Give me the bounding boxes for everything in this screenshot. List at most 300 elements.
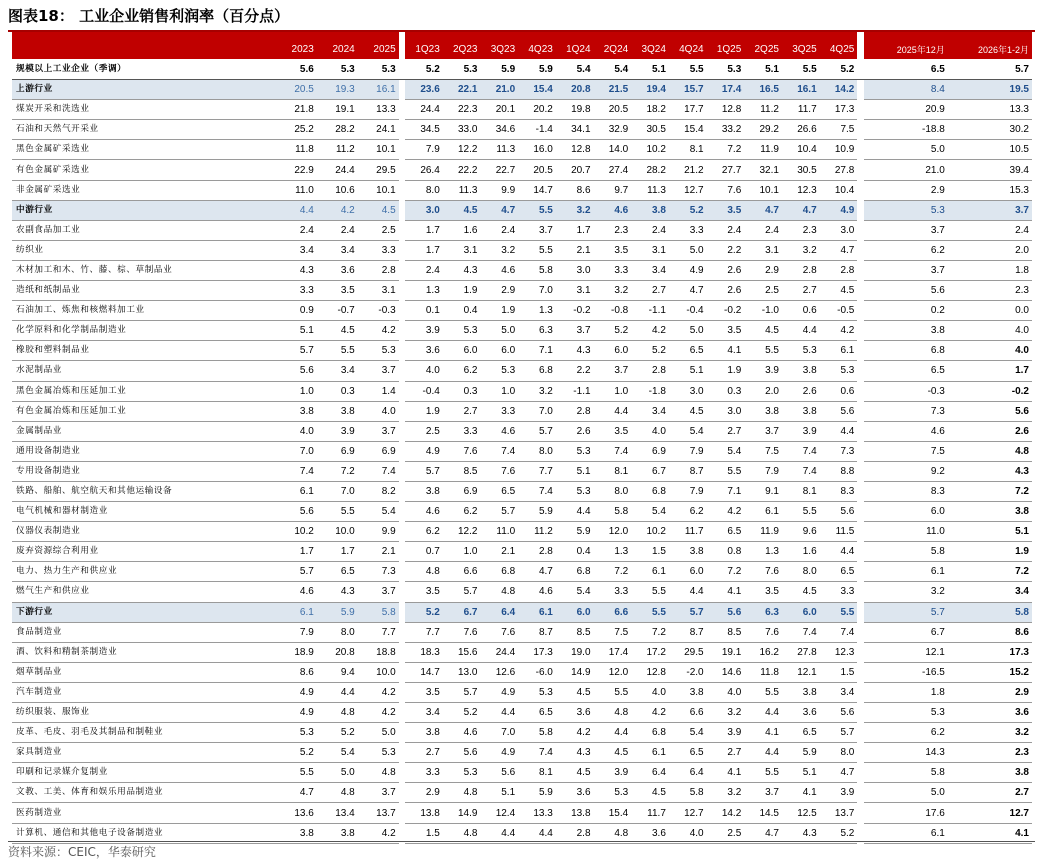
annual-value: 13.6 xyxy=(276,803,317,823)
table-row xyxy=(12,703,1032,723)
quarterly-value: 5.2 xyxy=(405,602,443,622)
monthly-value-janfeb: 1.7 xyxy=(948,361,1032,381)
quarterly-value: 9.1 xyxy=(744,481,782,501)
quarterly-value: 0.7 xyxy=(405,542,443,562)
quarterly-value: 4.1 xyxy=(707,341,745,361)
monthly-value-janfeb: 3.2 xyxy=(948,723,1032,743)
annual-value: 5.6 xyxy=(276,361,317,381)
annual-value: 24.4 xyxy=(317,160,358,180)
annual-value: 4.7 xyxy=(276,783,317,803)
quarterly-value: 5.5 xyxy=(518,200,556,220)
annual-value: 7.2 xyxy=(317,461,358,481)
table-row xyxy=(12,421,1032,441)
quarterly-value: 5.2 xyxy=(443,703,481,723)
row-label: 家具制造业 xyxy=(12,743,276,763)
annual-value: 2.8 xyxy=(358,260,399,280)
quarterly-value: 12.0 xyxy=(594,522,632,542)
quarterly-value: 6.5 xyxy=(518,703,556,723)
quarterly-value: 2.9 xyxy=(744,260,782,280)
quarterly-value: 5.3 xyxy=(518,682,556,702)
quarterly-value: 3.1 xyxy=(631,240,669,260)
quarterly-value: 27.7 xyxy=(707,160,745,180)
quarterly-value: 6.9 xyxy=(443,481,481,501)
table-row xyxy=(12,401,1032,421)
quarterly-value: 5.2 xyxy=(405,60,443,80)
header-quarter: 3Q23 xyxy=(480,32,518,60)
quarterly-value: 5.9 xyxy=(556,522,594,542)
quarterly-value: 3.4 xyxy=(820,682,858,702)
quarterly-value: 20.2 xyxy=(518,100,556,120)
annual-value: 18.8 xyxy=(358,642,399,662)
quarterly-value: 4.8 xyxy=(443,823,481,843)
annual-value: 11.2 xyxy=(317,140,358,160)
monthly-value-dec: 3.7 xyxy=(864,220,948,240)
quarterly-value: 30.5 xyxy=(631,120,669,140)
quarterly-value: 2.8 xyxy=(556,823,594,843)
annual-value: 3.8 xyxy=(317,823,358,843)
quarterly-value: 14.7 xyxy=(405,662,443,682)
row-label: 黑色金属矿采选业 xyxy=(12,140,276,160)
quarterly-value: 7.4 xyxy=(782,622,820,642)
quarterly-value: 12.4 xyxy=(480,803,518,823)
annual-value: 4.8 xyxy=(317,783,358,803)
figure-title: 图表18： 工业企业销售利润率（百分点） xyxy=(8,7,290,25)
quarterly-value: 3.5 xyxy=(405,582,443,602)
quarterly-value: 8.0 xyxy=(594,481,632,501)
quarterly-value: 5.7 xyxy=(405,461,443,481)
quarterly-value: 3.3 xyxy=(594,260,632,280)
quarterly-value: 12.8 xyxy=(556,140,594,160)
quarterly-value: 2.6 xyxy=(782,381,820,401)
quarterly-value: 3.9 xyxy=(594,763,632,783)
table-row xyxy=(12,622,1032,642)
annual-value: 5.7 xyxy=(276,341,317,361)
quarterly-value: 5.3 xyxy=(443,60,481,80)
quarterly-value: 5.8 xyxy=(518,723,556,743)
annual-value: 2.5 xyxy=(358,220,399,240)
annual-value: 16.1 xyxy=(358,80,399,100)
annual-value: 4.8 xyxy=(358,763,399,783)
annual-value: 3.8 xyxy=(276,823,317,843)
quarterly-value: 3.8 xyxy=(782,682,820,702)
quarterly-value: 4.2 xyxy=(631,321,669,341)
annual-value: 4.2 xyxy=(358,682,399,702)
quarterly-value: 3.1 xyxy=(556,281,594,301)
monthly-value-janfeb: 4.0 xyxy=(948,321,1032,341)
quarterly-value: 1.3 xyxy=(518,301,556,321)
quarterly-value: 8.5 xyxy=(556,622,594,642)
header-quarter: 2Q24 xyxy=(594,32,632,60)
quarterly-value: 5.6 xyxy=(820,401,858,421)
header-row xyxy=(12,32,1032,60)
row-label: 非金属矿采选业 xyxy=(12,180,276,200)
quarterly-value: 14.9 xyxy=(556,662,594,682)
table-row xyxy=(12,522,1032,542)
quarterly-value: 15.4 xyxy=(669,120,707,140)
quarterly-value: 11.7 xyxy=(782,100,820,120)
annual-value: 19.3 xyxy=(317,80,358,100)
quarterly-value: 12.0 xyxy=(594,662,632,682)
annual-value: 5.6 xyxy=(276,60,317,80)
monthly-value-janfeb: 2.9 xyxy=(948,682,1032,702)
table-row xyxy=(12,120,1032,140)
quarterly-value: 5.2 xyxy=(820,823,858,843)
row-label: 文教、工美、体育和娱乐用品制造业 xyxy=(12,783,276,803)
quarterly-value: 0.4 xyxy=(556,542,594,562)
quarterly-value: 5.8 xyxy=(518,260,556,280)
quarterly-value: 1.0 xyxy=(480,381,518,401)
quarterly-value: 3.3 xyxy=(443,421,481,441)
quarterly-value: 3.7 xyxy=(744,421,782,441)
annual-value: -0.7 xyxy=(317,301,358,321)
quarterly-value: 7.4 xyxy=(782,461,820,481)
quarterly-value: 4.5 xyxy=(744,321,782,341)
quarterly-value: -1.4 xyxy=(518,120,556,140)
quarterly-value: 3.7 xyxy=(594,361,632,381)
annual-value: 3.7 xyxy=(358,783,399,803)
annual-value: 11.8 xyxy=(276,140,317,160)
quarterly-value: 5.5 xyxy=(820,602,858,622)
annual-value: 4.3 xyxy=(276,260,317,280)
quarterly-value: 2.4 xyxy=(744,220,782,240)
row-label: 印刷和记录媒介复制业 xyxy=(12,763,276,783)
quarterly-value: 17.4 xyxy=(594,642,632,662)
annual-value: 4.6 xyxy=(276,582,317,602)
quarterly-value: 2.7 xyxy=(782,281,820,301)
table-row xyxy=(12,723,1032,743)
annual-value: 22.9 xyxy=(276,160,317,180)
header-label-cell xyxy=(12,32,276,60)
quarterly-value: 5.4 xyxy=(707,441,745,461)
monthly-value-dec: 8.4 xyxy=(864,80,948,100)
monthly-value-dec: 2.9 xyxy=(864,180,948,200)
quarterly-value: 4.6 xyxy=(405,502,443,522)
quarterly-value: 5.5 xyxy=(744,341,782,361)
quarterly-value: 3.7 xyxy=(518,220,556,240)
annual-value: 6.9 xyxy=(358,441,399,461)
quarterly-value: 23.6 xyxy=(405,80,443,100)
annual-value: 10.6 xyxy=(317,180,358,200)
quarterly-value: -1.1 xyxy=(556,381,594,401)
quarterly-value: 3.8 xyxy=(782,361,820,381)
monthly-value-janfeb: 13.3 xyxy=(948,100,1032,120)
annual-value: 7.3 xyxy=(358,562,399,582)
quarterly-value: 5.7 xyxy=(518,421,556,441)
annual-value: 6.1 xyxy=(276,481,317,501)
quarterly-value: 5.3 xyxy=(820,361,858,381)
header-annual-2025: 2025 xyxy=(358,32,399,60)
quarterly-value: 3.0 xyxy=(669,381,707,401)
quarterly-value: 2.6 xyxy=(707,260,745,280)
header-quarter: 2Q25 xyxy=(744,32,782,60)
quarterly-value: 1.6 xyxy=(443,220,481,240)
annual-value: 3.9 xyxy=(317,421,358,441)
quarterly-value: 14.2 xyxy=(707,803,745,823)
annual-value: 2.4 xyxy=(317,220,358,240)
quarterly-value: 8.0 xyxy=(518,441,556,461)
row-label: 煤炭开采和洗选业 xyxy=(12,100,276,120)
row-label: 电力、热力生产和供应业 xyxy=(12,562,276,582)
quarterly-value: 10.9 xyxy=(820,140,858,160)
annual-value: 4.9 xyxy=(276,703,317,723)
quarterly-value: 5.9 xyxy=(782,743,820,763)
quarterly-value: 2.8 xyxy=(556,401,594,421)
quarterly-value: 2.7 xyxy=(631,281,669,301)
quarterly-value: 4.5 xyxy=(669,401,707,421)
row-label: 仪器仪表制造业 xyxy=(12,522,276,542)
monthly-value-janfeb: 17.3 xyxy=(948,642,1032,662)
quarterly-value: -0.4 xyxy=(405,381,443,401)
quarterly-value: -0.5 xyxy=(820,301,858,321)
annual-value: 5.3 xyxy=(358,341,399,361)
row-label: 石油加工、炼焦和核燃料加工业 xyxy=(12,301,276,321)
quarterly-value: 7.9 xyxy=(669,441,707,461)
quarterly-value: 5.5 xyxy=(744,682,782,702)
quarterly-value: 3.5 xyxy=(707,200,745,220)
quarterly-value: -1.0 xyxy=(744,301,782,321)
quarterly-value: 9.7 xyxy=(594,180,632,200)
quarterly-value: 11.8 xyxy=(744,662,782,682)
quarterly-value: 22.7 xyxy=(480,160,518,180)
monthly-value-dec: 5.8 xyxy=(864,542,948,562)
table-row xyxy=(12,180,1032,200)
table-row xyxy=(12,381,1032,401)
monthly-value-janfeb: 3.4 xyxy=(948,582,1032,602)
quarterly-value: 32.9 xyxy=(594,120,632,140)
quarterly-value: 5.3 xyxy=(556,441,594,461)
annual-value: 2.1 xyxy=(358,542,399,562)
quarterly-value: 3.1 xyxy=(443,240,481,260)
quarterly-value: 18.2 xyxy=(631,100,669,120)
quarterly-value: 14.9 xyxy=(443,803,481,823)
quarterly-value: 2.3 xyxy=(782,220,820,240)
quarterly-value: 5.6 xyxy=(480,763,518,783)
annual-value: 3.7 xyxy=(358,421,399,441)
quarterly-value: 4.7 xyxy=(782,200,820,220)
quarterly-value: 4.0 xyxy=(405,361,443,381)
quarterly-value: 4.7 xyxy=(744,823,782,843)
quarterly-value: 2.4 xyxy=(405,260,443,280)
annual-value: 24.1 xyxy=(358,120,399,140)
quarterly-value: 13.8 xyxy=(405,803,443,823)
annual-value: 5.3 xyxy=(276,723,317,743)
quarterly-value: 10.4 xyxy=(820,180,858,200)
monthly-value-janfeb: 10.5 xyxy=(948,140,1032,160)
quarterly-value: 22.3 xyxy=(443,100,481,120)
quarterly-value: 34.6 xyxy=(480,120,518,140)
quarterly-value: 7.2 xyxy=(707,562,745,582)
quarterly-value: 6.8 xyxy=(518,361,556,381)
quarterly-value: 27.8 xyxy=(820,160,858,180)
monthly-value-dec: 1.8 xyxy=(864,682,948,702)
annual-value: 10.0 xyxy=(358,662,399,682)
annual-value: 7.0 xyxy=(276,441,317,461)
quarterly-value: 1.0 xyxy=(594,381,632,401)
table-row xyxy=(12,240,1032,260)
quarterly-value: 2.7 xyxy=(707,421,745,441)
quarterly-value: 2.7 xyxy=(443,401,481,421)
monthly-value-dec: 0.2 xyxy=(864,301,948,321)
table-row xyxy=(12,441,1032,461)
quarterly-value: 4.4 xyxy=(820,542,858,562)
annual-value: 4.2 xyxy=(317,200,358,220)
quarterly-value: 5.6 xyxy=(820,703,858,723)
annual-value: 4.2 xyxy=(358,703,399,723)
quarterly-value: 4.5 xyxy=(594,743,632,763)
quarterly-value: 2.5 xyxy=(405,421,443,441)
quarterly-value: 3.7 xyxy=(744,783,782,803)
quarterly-value: 2.4 xyxy=(631,220,669,240)
quarterly-value: 7.6 xyxy=(744,562,782,582)
quarterly-value: 6.5 xyxy=(782,723,820,743)
table-row xyxy=(12,481,1032,501)
monthly-value-dec: 17.6 xyxy=(864,803,948,823)
monthly-value-janfeb: 3.8 xyxy=(948,763,1032,783)
quarterly-value: 7.2 xyxy=(594,562,632,582)
quarterly-value: 3.6 xyxy=(556,703,594,723)
quarterly-value: 16.0 xyxy=(518,140,556,160)
quarterly-value: 7.2 xyxy=(631,622,669,642)
row-label: 下游行业 xyxy=(12,602,276,622)
quarterly-value: 7.4 xyxy=(782,441,820,461)
quarterly-value: 6.1 xyxy=(518,602,556,622)
header-quarter: 4Q23 xyxy=(518,32,556,60)
quarterly-value: 5.1 xyxy=(782,763,820,783)
annual-value: 6.1 xyxy=(276,602,317,622)
annual-value: 20.5 xyxy=(276,80,317,100)
annual-value: 25.2 xyxy=(276,120,317,140)
quarterly-value: 4.4 xyxy=(556,502,594,522)
quarterly-value: 8.0 xyxy=(405,180,443,200)
quarterly-value: 4.7 xyxy=(518,562,556,582)
quarterly-value: 4.1 xyxy=(782,783,820,803)
row-label: 电气机械和器材制造业 xyxy=(12,502,276,522)
quarterly-value: 7.9 xyxy=(405,140,443,160)
quarterly-value: 5.4 xyxy=(594,60,632,80)
quarterly-value: 6.1 xyxy=(820,341,858,361)
quarterly-value: 4.0 xyxy=(631,682,669,702)
annual-value: -0.3 xyxy=(358,301,399,321)
quarterly-value: 7.7 xyxy=(405,622,443,642)
monthly-value-janfeb: 2.4 xyxy=(948,220,1032,240)
quarterly-value: 5.9 xyxy=(518,783,556,803)
quarterly-value: -0.4 xyxy=(669,301,707,321)
quarterly-value: -1.8 xyxy=(631,381,669,401)
quarterly-value: 34.5 xyxy=(405,120,443,140)
quarterly-value: 5.4 xyxy=(631,502,669,522)
quarterly-value: 3.3 xyxy=(820,582,858,602)
quarterly-value: 8.7 xyxy=(669,622,707,642)
header-quarter: 4Q24 xyxy=(669,32,707,60)
quarterly-value: 5.5 xyxy=(782,502,820,522)
annual-value: 13.7 xyxy=(358,803,399,823)
monthly-value-janfeb: -0.2 xyxy=(948,381,1032,401)
monthly-value-dec: 14.3 xyxy=(864,743,948,763)
quarterly-value: 4.6 xyxy=(594,200,632,220)
quarterly-value: 4.5 xyxy=(782,582,820,602)
quarterly-value: 2.1 xyxy=(480,542,518,562)
quarterly-value: 3.0 xyxy=(405,200,443,220)
monthly-value-janfeb: 2.7 xyxy=(948,783,1032,803)
quarterly-value: 4.4 xyxy=(744,703,782,723)
quarterly-value: 4.4 xyxy=(594,401,632,421)
quarterly-value: 4.0 xyxy=(707,682,745,702)
quarterly-value: 0.1 xyxy=(405,301,443,321)
quarterly-value: 3.8 xyxy=(669,682,707,702)
quarterly-value: 2.8 xyxy=(782,260,820,280)
quarterly-value: 3.3 xyxy=(669,220,707,240)
monthly-value-janfeb: 7.2 xyxy=(948,481,1032,501)
header-quarter: 4Q25 xyxy=(820,32,858,60)
footer-rule xyxy=(8,841,1035,842)
table-row xyxy=(12,542,1032,562)
quarterly-value: 24.4 xyxy=(405,100,443,120)
quarterly-value: 6.8 xyxy=(631,481,669,501)
quarterly-value: 6.0 xyxy=(443,341,481,361)
quarterly-value: 6.5 xyxy=(669,743,707,763)
annual-value: 28.2 xyxy=(317,120,358,140)
quarterly-value: 4.5 xyxy=(556,763,594,783)
quarterly-value: 4.4 xyxy=(782,321,820,341)
monthly-value-dec: 6.5 xyxy=(864,361,948,381)
quarterly-value: 3.5 xyxy=(594,240,632,260)
row-label: 石油和天然气开采业 xyxy=(12,120,276,140)
quarterly-value: 5.2 xyxy=(669,200,707,220)
annual-value: 1.0 xyxy=(276,381,317,401)
quarterly-value: 7.7 xyxy=(518,461,556,481)
quarterly-value: 5.5 xyxy=(631,602,669,622)
quarterly-value: 3.7 xyxy=(556,321,594,341)
monthly-value-janfeb: 3.8 xyxy=(948,502,1032,522)
annual-value: 13.4 xyxy=(317,803,358,823)
quarterly-value: 2.5 xyxy=(707,823,745,843)
quarterly-value: 15.4 xyxy=(518,80,556,100)
annual-value: 5.6 xyxy=(276,502,317,522)
monthly-value-janfeb: 12.7 xyxy=(948,803,1032,823)
quarterly-value: 17.4 xyxy=(707,80,745,100)
annual-value: 11.0 xyxy=(276,180,317,200)
table-row xyxy=(12,100,1032,120)
monthly-value-dec: 7.5 xyxy=(864,441,948,461)
quarterly-value: 4.4 xyxy=(669,582,707,602)
quarterly-value: 6.0 xyxy=(594,341,632,361)
annual-value: 3.1 xyxy=(358,281,399,301)
quarterly-value: 1.3 xyxy=(594,542,632,562)
quarterly-value: 3.4 xyxy=(631,260,669,280)
quarterly-value: 6.5 xyxy=(707,522,745,542)
quarterly-value: 5.1 xyxy=(669,361,707,381)
quarterly-value: 0.4 xyxy=(443,301,481,321)
quarterly-value: 2.9 xyxy=(480,281,518,301)
annual-value: 8.2 xyxy=(358,481,399,501)
quarterly-value: 6.4 xyxy=(480,602,518,622)
quarterly-value: 5.4 xyxy=(556,582,594,602)
quarterly-value: 11.9 xyxy=(744,140,782,160)
quarterly-value: 1.5 xyxy=(820,662,858,682)
source-note: 资料来源：CEIC，华泰研究 xyxy=(8,845,156,859)
section-row xyxy=(12,80,1032,100)
quarterly-value: 3.2 xyxy=(707,783,745,803)
monthly-value-janfeb: 0.0 xyxy=(948,301,1032,321)
annual-value: 4.3 xyxy=(317,582,358,602)
monthly-value-dec: 3.7 xyxy=(864,260,948,280)
total-row xyxy=(12,60,1032,80)
quarterly-value: 3.9 xyxy=(405,321,443,341)
quarterly-value: 12.8 xyxy=(707,100,745,120)
table-row xyxy=(12,341,1032,361)
quarterly-value: 16.5 xyxy=(744,80,782,100)
table-row xyxy=(12,662,1032,682)
